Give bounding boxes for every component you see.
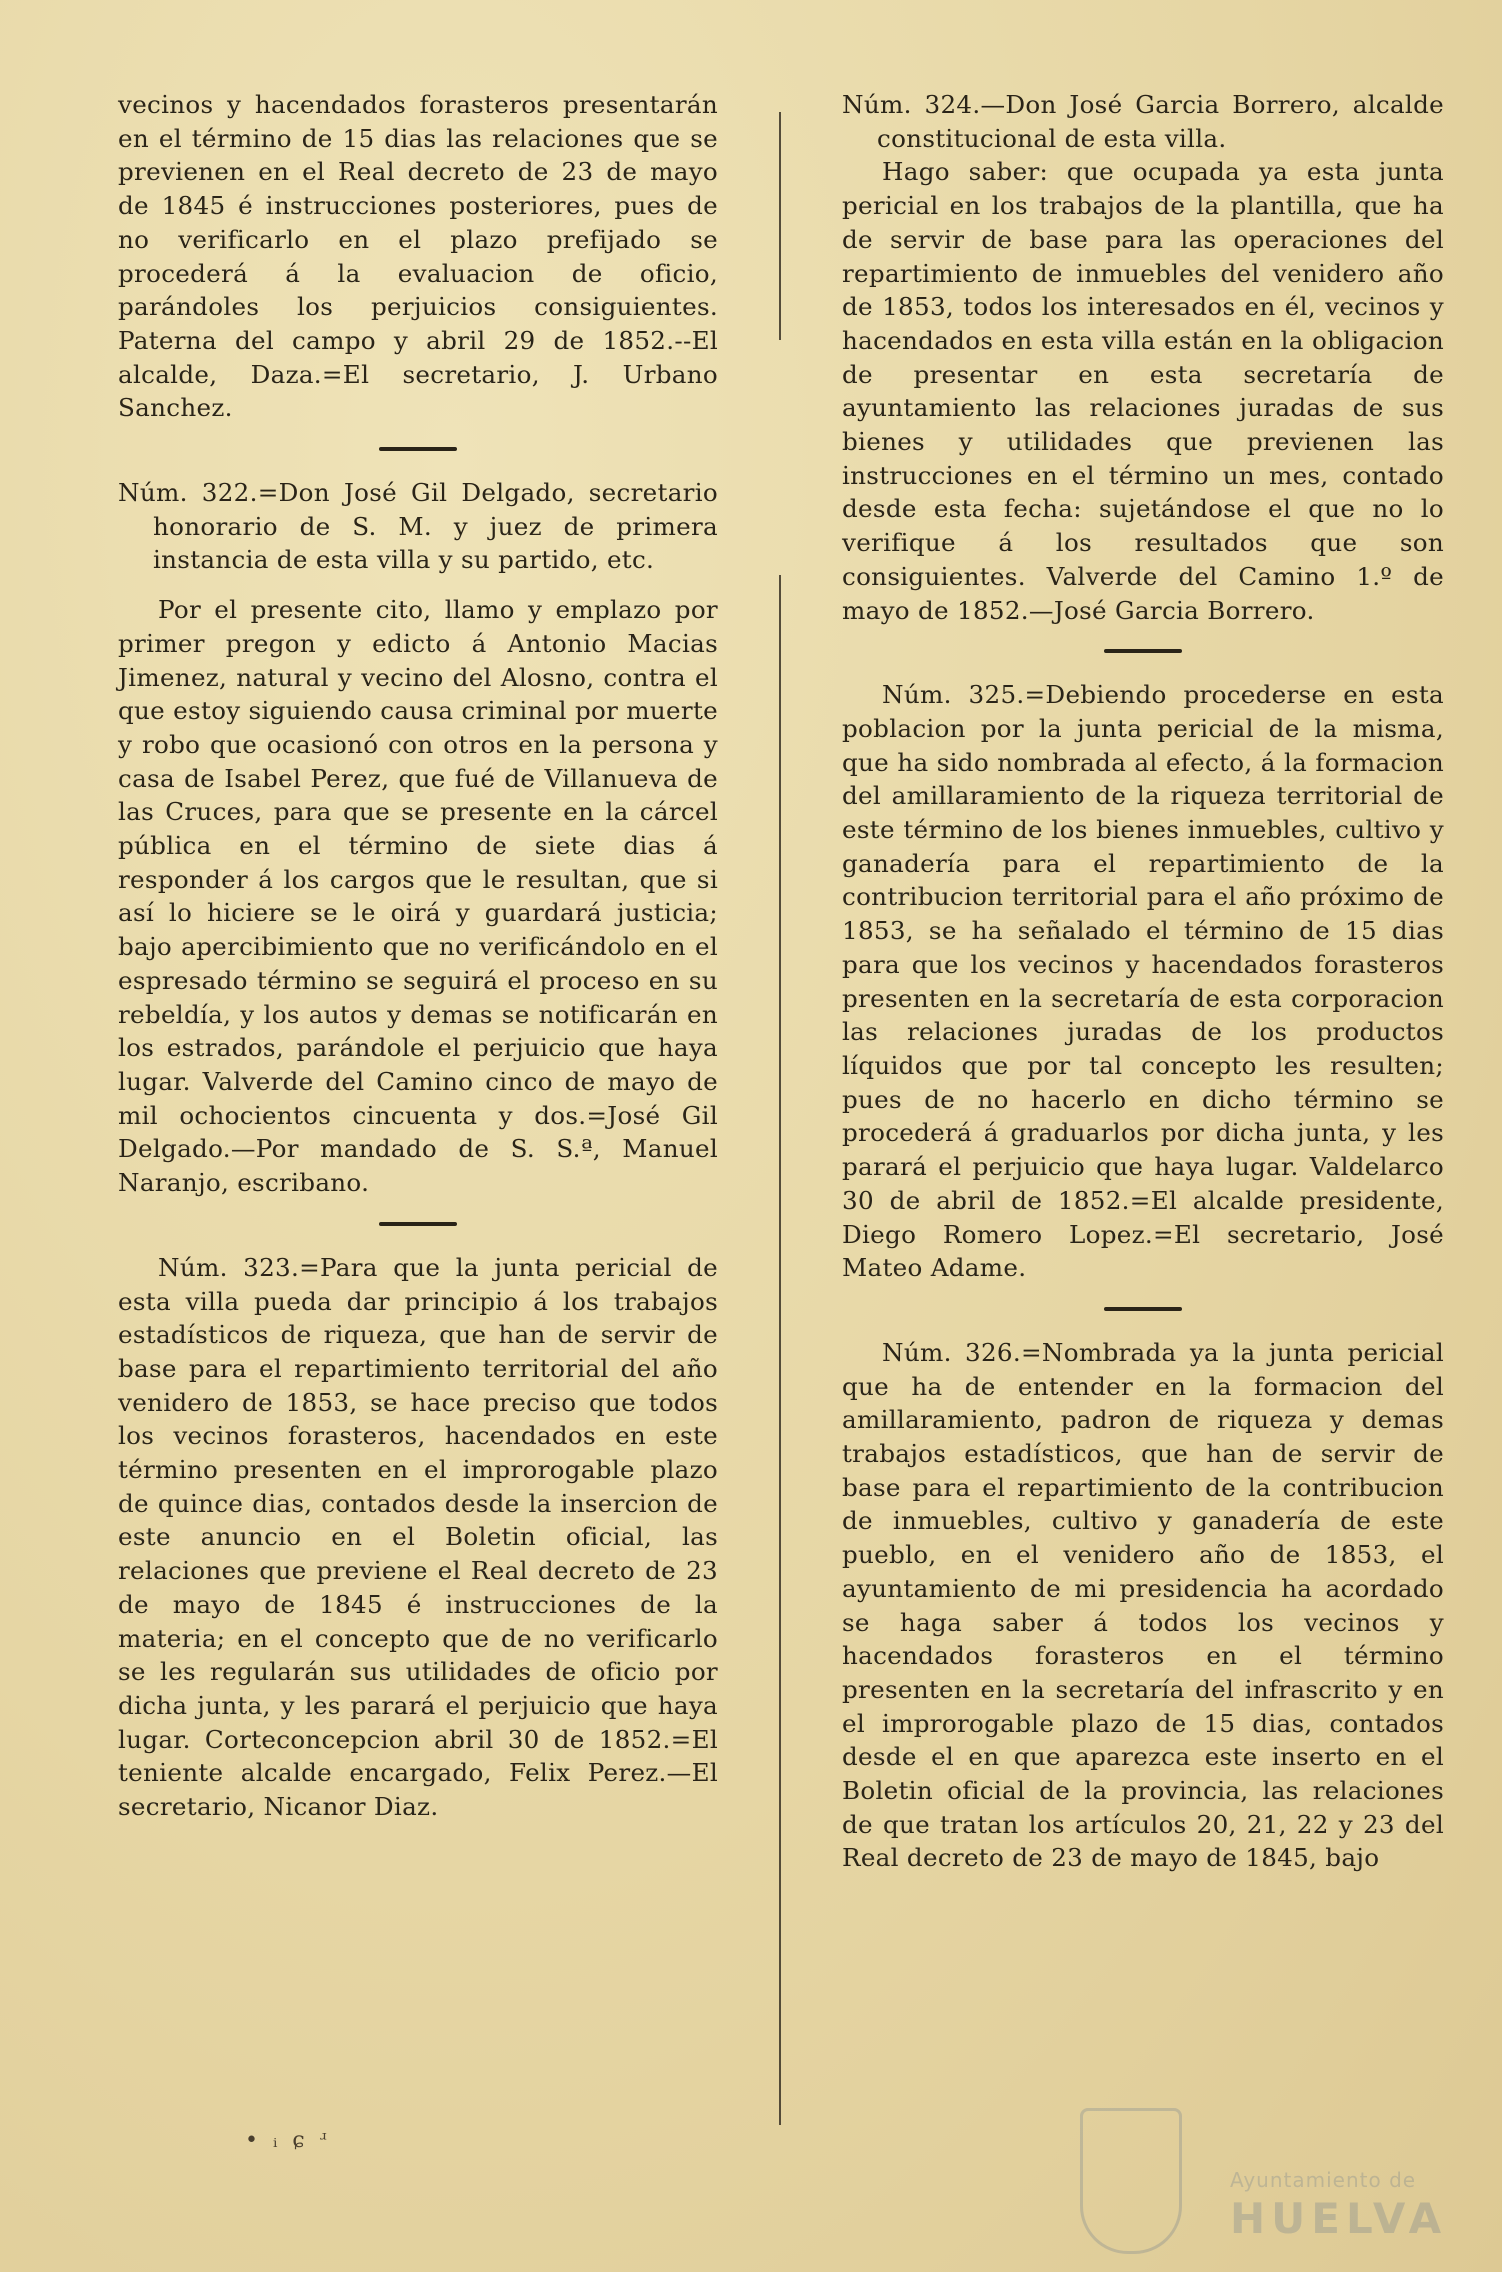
notice-324-body: Hago saber: que ocupada ya esta junta pericial en los trabajos de la plantilla, que ha de servir de base para las operaciones del repartimiento de inmuebles del venidero año de 1853, todos los interesados en él, vecinos y hacendados en esta villa están en la obligacion de presentar en esta secretaría de ayuntamiento las relaciones juradas de sus bienes y utilidades que previenen las instrucciones en el término un mes, contado desde esta fecha: sujetándose el que no lo verifique á los resultados que son consiguientes. Valverde del Camino 1.º de mayo de 1852.—José Garcia Borrero. [842, 157, 1444, 625]
notice-322-heading: Núm. 322.=Don José Gil Delgado, secretario honorario de S. M. y juez de primera instancia de esta villa y su partido, etc. [118, 478, 718, 575]
notice-324-heading: Núm. 324.—Don José Garcia Borrero, alcalde constitucional de esta villa. [842, 90, 1444, 153]
column-rule-top [779, 112, 781, 340]
archive-watermark [1080, 2108, 1448, 2258]
separator [1104, 1307, 1182, 1311]
separator [1104, 649, 1182, 653]
watermark-line1: Ayuntamiento de [1230, 2168, 1417, 2192]
ink-smudge: • ᵢ ɕ ʴ [245, 2128, 332, 2153]
notice-325-body: Núm. 325.=Debiendo procederse en esta poblacion por la junta pericial de la misma, que ha sido nombrada al efecto, á la formacion del amillaramiento de la riqueza territorial de este término de los bienes inmuebles, cultivo y ganadería para el repartimiento de la contribucion territorial para el año próximo de 1853, se ha señalado el término de 15 dias para que los vecinos y hacendados forasteros presenten en la secretaría de esta corporacion las relaciones juradas de los productos líquidos que por tal concepto les resulten; pues de no hacerlo en dicho término se procederá á graduarlos por dicha junta, y les parará el perjuicio que haya lugar. Valdelarco 30 de abril de 1852.=El alcalde presidente, Diego Romero Lopez.=El secretario, José Mateo Adame. [842, 680, 1444, 1283]
coat-of-arms-icon [1080, 2108, 1182, 2254]
notice-326-body: Núm. 326.=Nombrada ya la junta pericial que ha de entender en la formacion del amillaramiento, padron de riqueza y demas trabajos estadísticos, que han de servir de base para el repartimiento de la contribucion de inmuebles, cultivo y ganadería de este pueblo, en el venidero año de 1853, el ayuntamiento de mi presidencia ha acordado se haga saber á todos los vecinos y hacendados forasteros en el término presenten en la secretaría del infrascrito y en el improrogable plazo de 15 dias, contados desde el en que aparezca este inserto en el Boletin oficial de la provincia, las relaciones de que tratan los artículos 20, 21, 22 y 23 del Real decreto de 23 de mayo de 1845, bajo [842, 1337, 1444, 1873]
separator [379, 447, 457, 451]
notice-323-body: Núm. 323.=Para que la junta pericial de esta villa pueda dar principio á los trabajos estadísticos de riqueza, que han de servir de base para el repartimiento territorial del año venidero de 1853, se hace preciso que todos los vecinos forasteros, hacendados en este término presenten en el improrogable plazo de quince dias, contados desde la insercion de este anuncio en el Boletin oficial, las relaciones que previene el Real decreto de 23 de mayo de 1845 é instrucciones de la materia; en el concepto que de no verificarlo se les regularán sus utilidades de oficio por dicha junta, y les parará el perjuicio que haya lugar. Corteconcepcion abril 30 de 1852.=El teniente alcalde encargado, Felix Perez.—El secretario, Nicanor Diaz. [118, 1252, 718, 1822]
notice-322-body: Por el presente cito, llamo y emplazo por primer pregon y edicto á Antonio Macias Jimenez, natural y vecino del Alosno, contra el que estoy siguiendo causa criminal por muerte y robo que ocasionó con otros en la persona y casa de Isabel Perez, que fué de Villanueva de las Cruces, para que se presente en la cárcel pública en el término de siete dias á responder á los cargos que le resultan, que si así lo hiciere se le oirá y guardará justicia; bajo apercibimiento que no verificándolo en el espresado término se seguirá el proceso en su rebeldía, y los autos y demas se notificarán en los estrados, parándole el perjuicio que haya lugar. Valverde del Camino cinco de mayo de mil ochocientos cincuenta y dos.=José Gil Delgado.—Por mandado de S. S.ª, Manuel Naranjo, escribano. [118, 595, 718, 1198]
right-column [842, 88, 1444, 1875]
separator [379, 1222, 457, 1226]
column-rule-main [779, 575, 781, 2125]
continuation-notice: vecinos y hacendados forasteros presentarán en el término de 15 dias las relaciones que se previenen en el Real decreto de 23 de mayo de 1845 é instrucciones posteriores, pues de no verificarlo en el plazo prefijado se procederá á la evaluacion de oficio, parándoles los perjuicios consiguientes. Paterna del campo y abril 29 de 1852.--El alcalde, Daza.=El secretario, J. Urbano Sanchez. [118, 90, 718, 423]
left-column [118, 88, 718, 1824]
watermark-line2: HUELVA [1230, 2194, 1448, 2243]
